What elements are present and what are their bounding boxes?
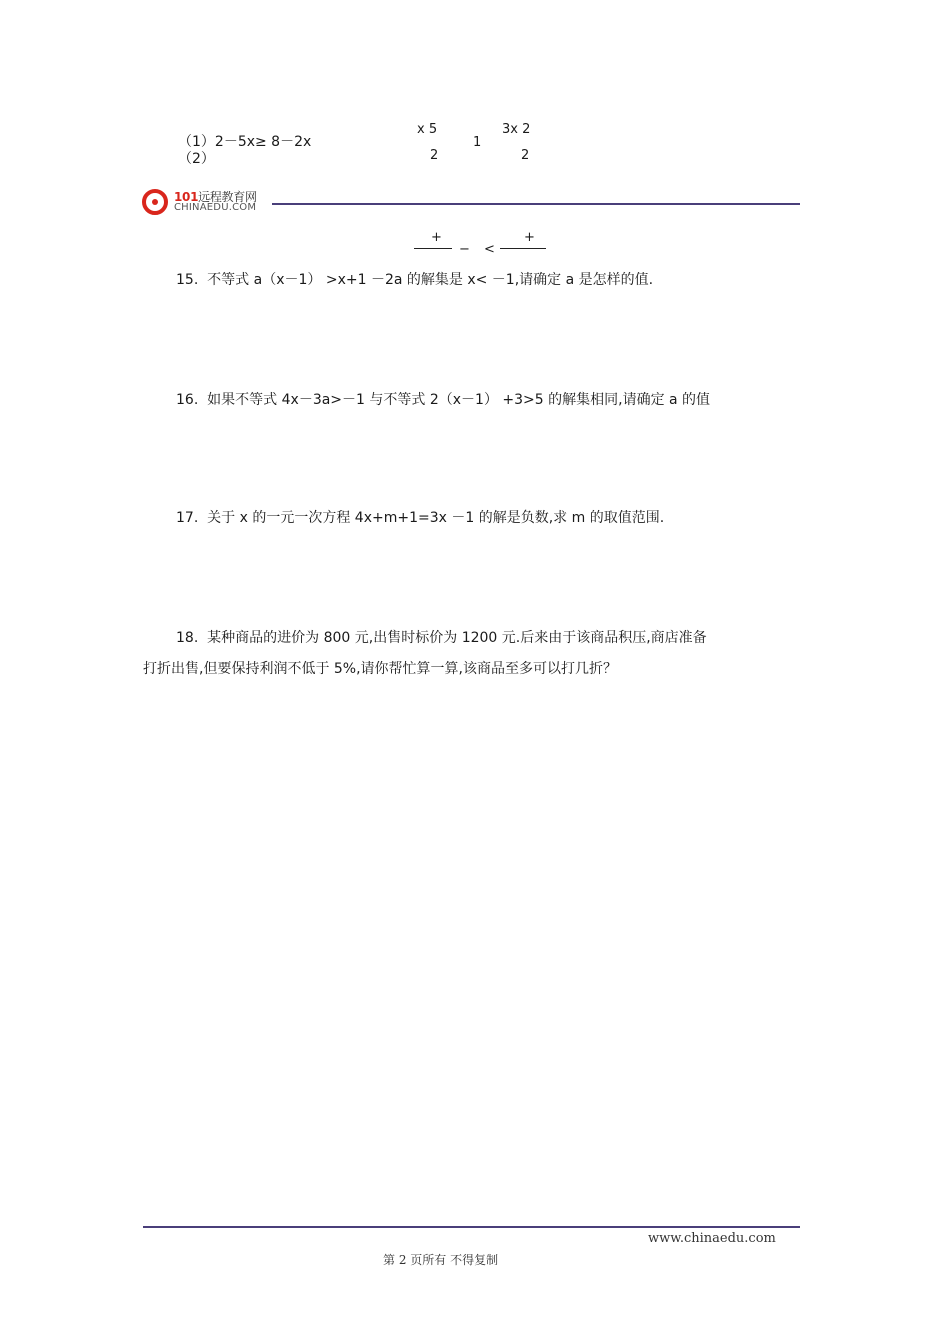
logo-domain: CHINAEDU.COM: [174, 202, 257, 213]
inequality-plus-1: +: [431, 230, 442, 245]
problem-text: 不等式 a（x－1） >x+1 －2a 的解集是 x< －1,请确定 a 是怎样的值.: [207, 272, 654, 288]
problem-number: 16.: [176, 392, 199, 408]
problem-number: 18.: [176, 630, 199, 646]
fraction-1-denominator: 2: [430, 148, 439, 163]
inequality-plus-2: +: [524, 230, 535, 245]
problem-text: 某种商品的进价为 800 元,出售时标价为 1200 元.后来由于该商品积压,商店准备: [207, 630, 707, 646]
inequality-fraction-bar-1: [414, 248, 452, 249]
problem-18: [176, 627, 707, 647]
problem-16: [176, 389, 710, 409]
inequality-less-than: <: [484, 242, 495, 257]
constant-one: 1: [473, 135, 482, 150]
header-rule: [272, 203, 800, 205]
problem-number: 17.: [176, 510, 199, 526]
item-2: （2）: [178, 151, 215, 167]
logo-name: 远程教育网: [198, 190, 257, 204]
footer-page-text: 第 2 页所有 不得复制: [383, 1253, 499, 1267]
problem-18-continuation: 打折出售,但要保持利润不低于 5%,请你帮忙算一算,该商品至多可以打几折？: [143, 661, 618, 677]
logo-number: 101: [174, 190, 199, 204]
logo-ring-icon: [142, 189, 168, 215]
inequality-minus: −: [459, 242, 470, 257]
fraction-2-denominator: 2: [521, 148, 530, 163]
problem-text: 如果不等式 4x－3a>－1 与不等式 2（x－1） +3>5 的解集相同,请确定 a 的值: [207, 392, 711, 408]
footer-rule: [143, 1226, 800, 1228]
chinaedu-logo: [142, 188, 272, 216]
item-1: （1）2－5x≥ 8－2x: [178, 134, 312, 150]
footer-url: www.chinaedu.com: [648, 1231, 776, 1246]
problem-15: [176, 269, 653, 289]
problem-number: 15.: [176, 272, 199, 288]
fraction-2-numerator: 3x 2: [502, 122, 531, 137]
problem-17: [176, 507, 664, 527]
problem-text: 关于 x 的一元一次方程 4x+m+1=3x －1 的解是负数,求 m 的取值范围.: [207, 510, 665, 526]
fraction-1-numerator: x 5: [417, 122, 438, 137]
inequality-fraction-bar-2: [500, 248, 546, 249]
